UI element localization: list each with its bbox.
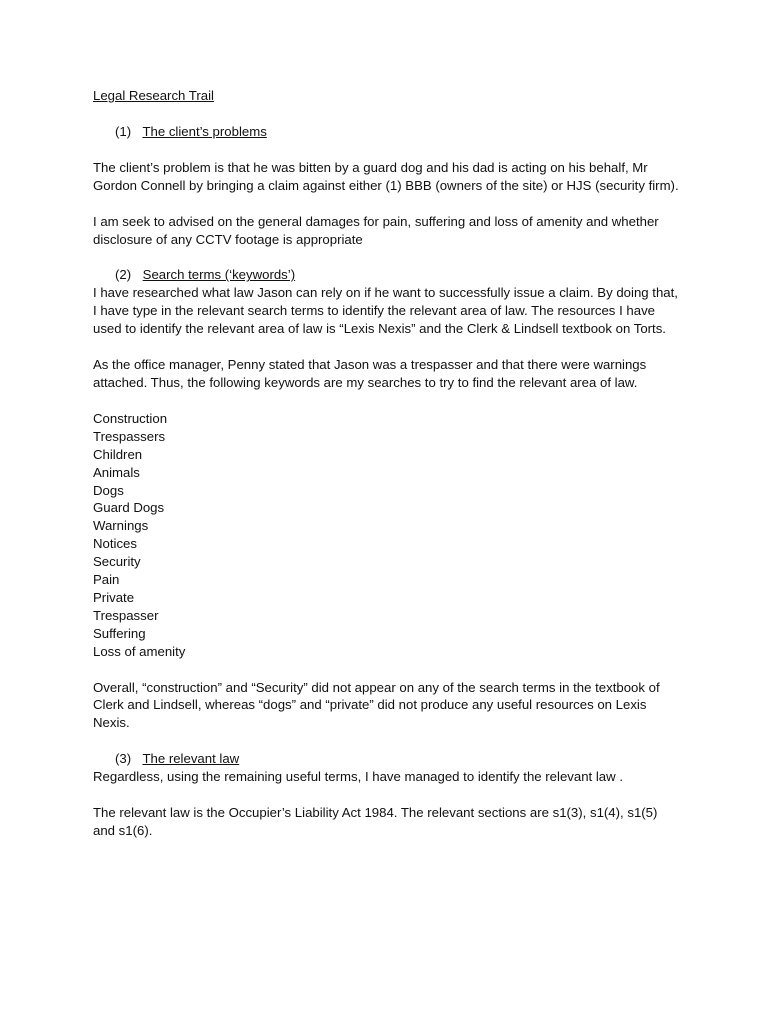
keyword-item: Pain: [93, 572, 120, 588]
keyword-list: [93, 410, 683, 661]
section-heading-text: The relevant law: [142, 751, 240, 767]
keyword-item: Construction: [93, 410, 168, 426]
keyword-item: Dogs: [93, 482, 124, 498]
keyword-item: Guard Dogs: [93, 500, 165, 516]
section-number: (3): [115, 751, 132, 767]
section-number: (1): [115, 123, 132, 139]
document-page: [93, 87, 683, 858]
keyword-item: Notices: [93, 536, 137, 552]
keyword-item: Trespasser: [93, 607, 159, 623]
section-heading-text: Search terms (‘keywords’): [142, 267, 296, 283]
paragraph: Overall, “construction” and “Security” did not appear on any of the search terms in the textbook of Clerk and Lindsell, whereas “dogs” and “private” did not produce any useful resources on Lexis Nexis.: [93, 679, 660, 731]
section-number: (2): [115, 267, 132, 283]
section-heading-relevant-law: [93, 750, 683, 768]
keyword-item: Trespassers: [93, 428, 166, 444]
keyword-item: Security: [93, 554, 141, 570]
paragraph: Regardless, using the remaining useful terms, I have managed to identify the relevant law .: [93, 769, 623, 785]
section-heading-text: The client’s problems: [142, 123, 267, 139]
paragraph: The relevant law is the Occupier’s Liability Act 1984. The relevant sections are s1(3), s1(4), s1(5) and s1(6).: [93, 805, 658, 838]
section-heading-clients-problems: [93, 123, 683, 141]
keyword-item: Animals: [93, 464, 140, 480]
keyword-item: Suffering: [93, 625, 146, 641]
paragraph: As the office manager, Penny stated that Jason was a trespasser and that there were warnings attached. Thus, the following keywords are my searches to try to find the relevant area of law.: [93, 357, 647, 390]
keyword-item: Private: [93, 589, 135, 605]
paragraph: I am seek to advised on the general damages for pain, suffering and loss of amenity and whether disclosure of any CCTV footage is appropriate: [93, 213, 659, 247]
document-title: Legal Research Trail: [93, 88, 214, 103]
keyword-item: Loss of amenity: [93, 643, 186, 659]
section-heading-search-terms: [93, 266, 683, 284]
keyword-item: Warnings: [93, 518, 149, 534]
keyword-item: Children: [93, 446, 143, 462]
paragraph: I have researched what law Jason can rely on if he want to successfully issue a claim. By doing that, I have type in the relevant search terms to identify the relevant area of law. The resources I have used to identify the relevant area of law is “Lexis Nexis” and the Clerk & Lindsell textbook on Torts.: [93, 285, 678, 337]
paragraph: The client’s problem is that he was bitten by a guard dog and his dad is acting on his behalf, Mr Gordon Connell by bringing a claim against either (1) BBB (owners of the site) or HJS (security firm).: [93, 159, 679, 193]
